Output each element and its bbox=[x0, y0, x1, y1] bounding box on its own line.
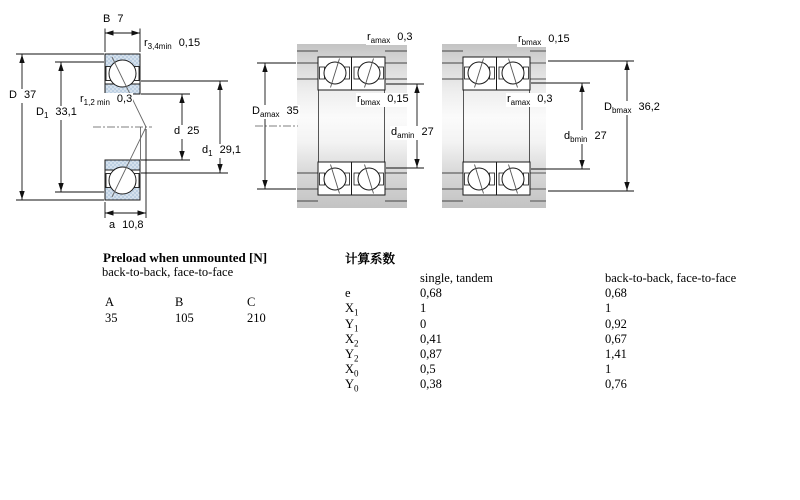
factor-symbol: $Y_1$ bbox=[345, 316, 359, 334]
factor-symbol: $X_2$ bbox=[345, 331, 359, 349]
factor-value-single: 1 bbox=[420, 301, 427, 316]
preload-value-a: 35 bbox=[105, 311, 118, 325]
dim-Dbmax: $D_{bmax}$ 36,2 bbox=[604, 101, 660, 116]
factor-value-paired: 0,68 bbox=[605, 286, 627, 301]
factor-value-paired: 1 bbox=[605, 301, 612, 316]
factor-symbol: $X_0$ bbox=[345, 362, 359, 379]
dim-D: D 37 bbox=[8, 89, 37, 103]
dim-ramax-a: $r_{amax}$ 0,3 bbox=[367, 31, 413, 46]
dim-Damax: $D_{amax}$ 35 bbox=[252, 105, 299, 120]
factor-value-single: 0,41 bbox=[420, 331, 442, 346]
factor-value-paired: 0,76 bbox=[605, 377, 627, 392]
dim-r12min: $r_{1,2 min}$ 0,3 bbox=[80, 93, 133, 108]
factor-symbol: $Y_2$ bbox=[345, 346, 359, 364]
factor-value-single: 0,68 bbox=[420, 286, 442, 301]
mounted-pair-b bbox=[442, 44, 634, 208]
preload-table-subtitle: back-to-back, face-to-face bbox=[102, 265, 234, 279]
preload-table-title: Preload when unmounted [N] bbox=[103, 250, 268, 265]
preload-col-c: C bbox=[247, 295, 256, 309]
dim-d: d 25 bbox=[173, 125, 200, 139]
dim-D1: $D_1$ 33,1 bbox=[36, 106, 77, 121]
factor-symbol: $X_1$ bbox=[345, 301, 359, 318]
factors-col2-header: back-to-back, face-to-face bbox=[605, 271, 737, 285]
factors-table bbox=[345, 271, 795, 393]
dim-dbmin: $d_{bmin}$ 27 bbox=[564, 130, 607, 145]
dim-r34min: $r_{3,4min}$ 0,15 bbox=[144, 37, 201, 52]
dim-damin: $d_{amin}$ 27 bbox=[391, 126, 434, 141]
preload-col-a: A bbox=[105, 295, 115, 309]
factor-value-paired: 1,41 bbox=[605, 346, 627, 361]
dim-ramax-b: $r_{amax}$ 0,3 bbox=[507, 93, 553, 108]
single-bearing-section bbox=[93, 54, 152, 200]
factors-table-title: 计算系数 bbox=[345, 251, 396, 266]
factor-value-single: 0,5 bbox=[420, 362, 436, 377]
factors-col1-header: single, tandem bbox=[420, 271, 493, 285]
factor-value-paired: 0,92 bbox=[605, 316, 627, 331]
preload-table bbox=[105, 295, 317, 327]
dim-rbmax-a: $r_{bmax}$ 0,15 bbox=[357, 93, 409, 108]
factor-value-paired: 0,67 bbox=[605, 331, 627, 346]
dim-a: a 10,8 bbox=[108, 219, 145, 233]
dim-B: B 7 bbox=[102, 13, 124, 27]
preload-value-b: 105 bbox=[175, 311, 194, 325]
factor-symbol: $Y_0$ bbox=[345, 377, 359, 394]
factor-value-single: 0 bbox=[420, 316, 427, 331]
factor-value-single: 0,38 bbox=[420, 377, 442, 392]
dim-d1: $d_1$ 29,1 bbox=[202, 144, 241, 159]
preload-value-c: 210 bbox=[247, 311, 266, 325]
factor-value-paired: 1 bbox=[605, 362, 612, 377]
dim-rbmax-b: $r_{bmax}$ 0,15 bbox=[518, 33, 570, 48]
factor-symbol: e bbox=[345, 286, 351, 301]
preload-col-b: B bbox=[175, 295, 184, 309]
factor-value-single: 0,87 bbox=[420, 346, 442, 361]
